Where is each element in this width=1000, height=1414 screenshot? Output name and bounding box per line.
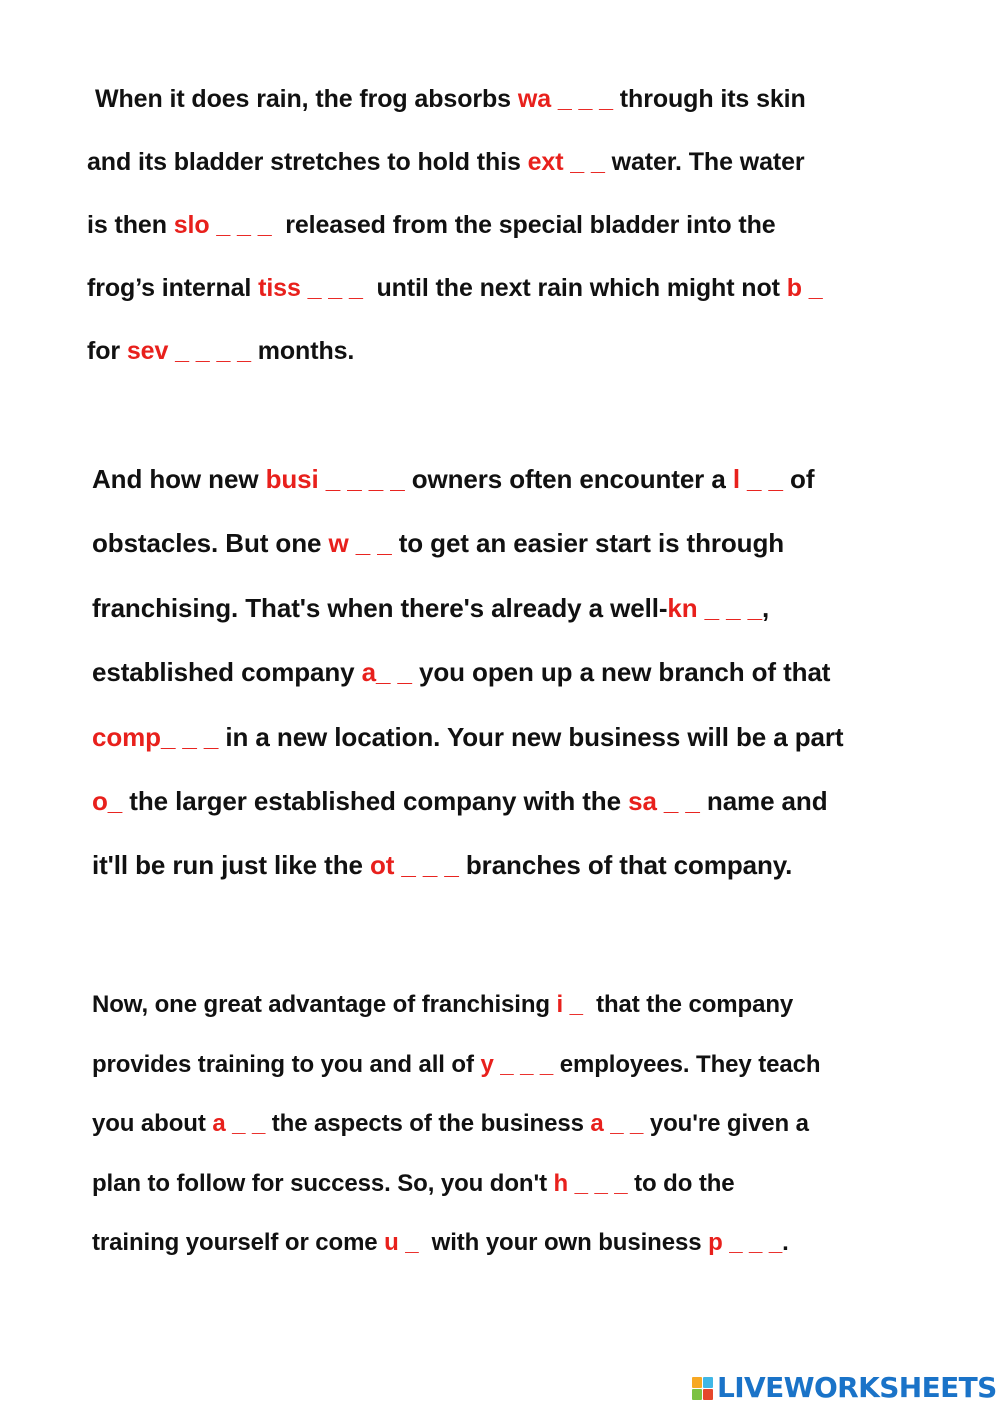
sentence-text: of (790, 464, 815, 494)
sentence-text: and its bladder stretches to hold this (87, 148, 528, 176)
sentence-text: branches of that company. (465, 850, 793, 880)
text-line (92, 724, 843, 750)
gap-blank: _ _ (739, 464, 791, 494)
sentence-text: is then (87, 211, 174, 239)
hint-letters: a (212, 1110, 226, 1137)
sentence-text: the larger established company with the (129, 786, 629, 816)
gap-blank: _ _ _ (209, 211, 286, 239)
gap-blank: _ _ _ (394, 850, 466, 880)
gap-blank: _ _ _ (697, 593, 763, 623)
logo-tile (692, 1389, 702, 1400)
gap-blank: _ _ _ (160, 722, 226, 752)
sentence-text: frog’s internal (87, 274, 259, 302)
sentence-text: until the next rain which might not (376, 274, 787, 302)
logo-tile (692, 1377, 702, 1388)
sentence-text: released from the special bladder into the (285, 211, 776, 239)
gap-blank: _ _ _ _ (318, 464, 412, 494)
hint-letters: ot (369, 850, 395, 880)
text-line (92, 466, 814, 492)
logo-text: LIVEWORKSHEETS (717, 1371, 997, 1404)
hint-letters: comp (92, 722, 161, 752)
gap-blank: _ _ (225, 1110, 272, 1137)
text-line (87, 213, 776, 238)
hint-letters: a (361, 657, 377, 687)
hint-letters: u (384, 1229, 399, 1256)
text-line (92, 852, 792, 878)
hint-letters: sa (628, 786, 657, 816)
text-line (87, 339, 354, 364)
hint-letters: busi (265, 464, 319, 494)
sentence-text: training yourself or come (92, 1229, 385, 1256)
hint-letters: tiss (258, 274, 301, 302)
gap-blank: _ (107, 786, 130, 816)
hint-letters: p (708, 1229, 723, 1256)
sentence-text: owners often encounter a (411, 464, 733, 494)
gap-blank: _ _ (656, 786, 707, 816)
text-line (92, 1172, 735, 1196)
sentence-text: Now, one great advantage of franchising (92, 991, 557, 1018)
sentence-text: obstacles. But one (92, 528, 329, 558)
gap-blank: _ _ _ (300, 274, 377, 302)
hint-letters: b _ (786, 274, 823, 302)
gap-blank: _ _ _ _ (168, 337, 258, 365)
gap-blank: _ _ (376, 657, 419, 687)
sentence-text: employees. They teach (559, 1051, 821, 1078)
text-line (92, 788, 827, 814)
hint-letters: w (328, 528, 349, 558)
gap-blank: _ _ (348, 528, 399, 558)
sentence-text: franchising. That's when there's already a well- (92, 593, 668, 623)
sentence-text: with your own business (431, 1229, 709, 1256)
liveworksheets-logo (692, 1371, 997, 1404)
sentence-text: that the company (596, 991, 794, 1018)
sentence-text: for (87, 337, 127, 365)
logo-grid-icon (692, 1377, 713, 1400)
text-line (95, 87, 806, 112)
text-line (87, 276, 823, 301)
sentence-text: provides training to you and all of (92, 1051, 481, 1078)
text-line (92, 1053, 820, 1077)
hint-letters: wa (517, 85, 551, 113)
sentence-text: plan to follow for success. So, you don't (92, 1170, 554, 1197)
hint-letters: sev (126, 337, 169, 365)
sentence-text: name and (706, 786, 828, 816)
hint-letters: h (553, 1170, 569, 1197)
sentence-text: . (782, 1229, 789, 1256)
gap-blank: _ _ _ (551, 85, 620, 113)
text-line (87, 150, 805, 175)
text-line (92, 595, 769, 621)
gap-blank: _ _ _ (568, 1170, 635, 1197)
sentence-text: you open up a new branch of that (419, 657, 831, 687)
hint-letters: a (590, 1110, 604, 1137)
sentence-text: in a new location. Your new business will be a part (225, 722, 844, 752)
sentence-text: through its skin (619, 85, 806, 113)
sentence-text: to do the (634, 1170, 735, 1197)
hint-letters: o (92, 786, 108, 816)
sentence-text: established company (92, 657, 362, 687)
gap-blank: _ _ _ (722, 1229, 783, 1256)
hint-letters: ext (527, 148, 564, 176)
logo-tile (703, 1389, 713, 1400)
sentence-text: you're given a (649, 1110, 809, 1137)
hint-letters: y (480, 1051, 494, 1078)
gap-blank: _ _ (563, 148, 612, 176)
sentence-text: , (762, 593, 770, 623)
hint-letters: i (556, 991, 564, 1018)
hint-letters: slo (173, 211, 210, 239)
text-line (92, 659, 830, 685)
hint-letters: l (732, 464, 740, 494)
hint-letters: kn (667, 593, 698, 623)
sentence-text: you about (92, 1110, 213, 1137)
sentence-text: the aspects of the business (271, 1110, 591, 1137)
text-line (92, 1231, 789, 1255)
text-line (92, 993, 793, 1017)
gap-blank: _ _ _ (493, 1051, 560, 1078)
gap-blank: _ (398, 1229, 432, 1256)
logo-tile (703, 1377, 713, 1388)
gap-blank: _ _ (603, 1110, 650, 1137)
sentence-text: months. (257, 337, 355, 365)
sentence-text: water. The water (611, 148, 805, 176)
sentence-text: it'll be run just like the (92, 850, 370, 880)
sentence-text: to get an easier start is through (398, 528, 785, 558)
gap-blank: _ (563, 991, 597, 1018)
sentence-text: And how new (92, 464, 266, 494)
sentence-text: When it does rain, the frog absorbs (95, 85, 518, 113)
text-line (92, 1112, 809, 1136)
text-line (92, 530, 784, 556)
